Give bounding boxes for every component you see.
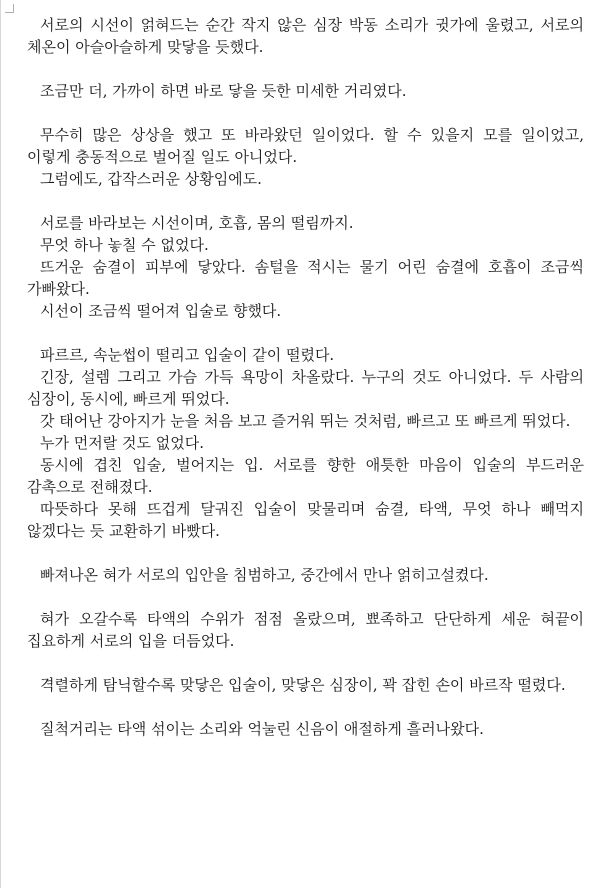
paragraph: 갓 태어난 강아지가 눈을 처음 보고 즐거워 뛰는 것처럼, 빠르고 또 빠르게 뛰었다. (40, 412, 571, 430)
paragraph: 시선이 조금씩 떨어져 입술로 향했다. (40, 302, 282, 320)
paragraph: 빠져나온 혀가 서로의 입안을 침범하고, 중간에서 만나 얽히고설켰다. (40, 566, 489, 584)
paragraph: 따뜻하다 못해 뜨겁게 달궈진 입술이 맞물리며 숨결, 타액, 무엇 하나 빼먹지 않겠다는 듯 교환하기 바빴다. (27, 500, 584, 540)
paragraph: 누가 먼저랄 것도 없었다. (40, 434, 204, 452)
paragraph: 서로를 바라보는 시선이며, 호흡, 몸의 떨림까지. (40, 214, 354, 232)
paragraph: 서로의 시선이 얽혀드는 순간 작지 않은 심장 박동 소리가 귓가에 울렸고, 서로의 체온이 아슬아슬하게 맞닿을 듯했다. (27, 16, 584, 56)
paragraph: 조금만 더, 가까이 하면 바로 닿을 듯한 미세한 거리였다. (40, 82, 407, 100)
paragraph: 격렬하게 탐닉할수록 맞닿은 입술이, 맞닿은 심장이, 꽉 잡힌 손이 바르작 떨렸다. (40, 676, 566, 694)
paragraph: 질척거리는 타액 섞이는 소리와 억눌린 신음이 애절하게 흘러나왔다. (40, 720, 484, 738)
paragraph: 동시에 겹친 입술, 벌어지는 입. 서로를 향한 애틋한 마음이 입술의 부드러운 감촉으로 전해졌다. (27, 456, 584, 496)
paragraph: 혀가 오갈수록 타액의 수위가 점점 올랐으며, 뾰족하고 단단하게 세운 혀끝이 집요하게 서로의 입을 더듬었다. (27, 610, 584, 650)
paragraph: 그럼에도, 갑작스러운 상황임에도. (40, 170, 262, 188)
paragraph: 무엇 하나 놓칠 수 없었다. (40, 236, 209, 254)
paragraph: 무수히 많은 상상을 했고 또 바라왔던 일이었다. 할 수 있을지 모를 일이었고, 이렇게 충동적으로 벌어질 일도 아니었다. (27, 126, 584, 166)
page-corner-mark (5, 4, 14, 13)
paragraph: 파르르, 속눈썹이 떨리고 입술이 같이 떨렸다. (40, 346, 335, 364)
document-body (27, 14, 584, 740)
paragraph: 뜨거운 숨결이 피부에 닿았다. 솜털을 적시는 물기 어린 숨결에 호흡이 조금씩 가빠왔다. (27, 258, 584, 298)
paragraph: 긴장, 설렘 그리고 가슴 가득 욕망이 차올랐다. 누구의 것도 아니었다. 두 사람의 심장이, 동시에, 빠르게 뛰었다. (27, 368, 584, 408)
